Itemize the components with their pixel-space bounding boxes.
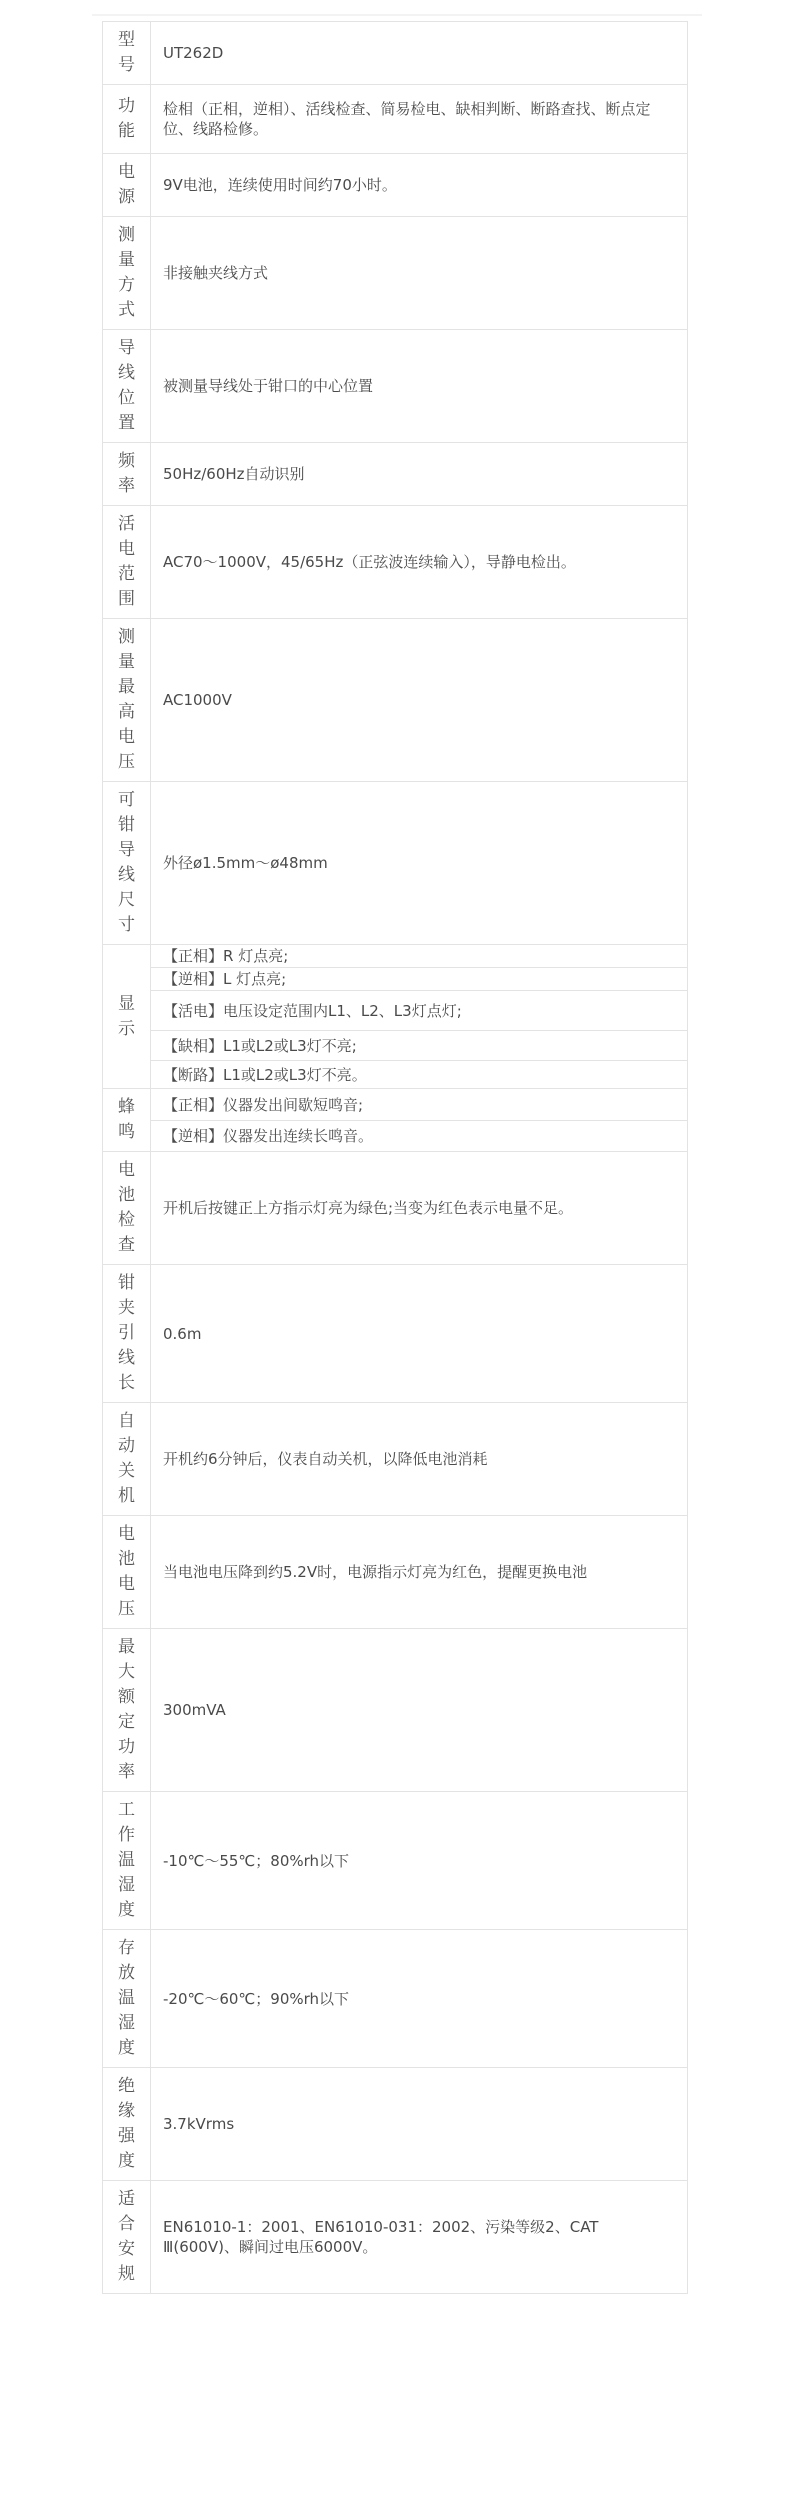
row-label: 存放温湿度 [103, 1930, 151, 2068]
table-row [103, 1403, 688, 1516]
row-value: 检相（正相，逆相）、活线检查、简易检电、缺相判断、断路查找、断点定位、线路检修。 [151, 85, 688, 154]
table-row [103, 2068, 688, 2181]
row-value: 外径ø1.5mm～ø48mm [151, 782, 688, 945]
row-label: 测量方式 [103, 217, 151, 330]
table-row [103, 991, 688, 1031]
row-label: 电池电压 [103, 1516, 151, 1629]
row-value: 3.7kVrms [151, 2068, 688, 2181]
row-label: 导线位置 [103, 330, 151, 443]
row-value: 【正相】仪器发出间歇短鸣音; [151, 1089, 688, 1121]
row-label: 最大额定功率 [103, 1629, 151, 1792]
row-value: EN61010-1：2001、EN61010-031：2002、污染等级2、CAT Ⅲ(600V)、瞬间过电压6000V。 [151, 2181, 688, 2294]
row-label: 电源 [103, 154, 151, 217]
row-label: 活电范围 [103, 506, 151, 619]
table-row [103, 1265, 688, 1403]
row-label: 频率 [103, 443, 151, 506]
row-label: 可钳导线尺寸 [103, 782, 151, 945]
row-label: 自动关机 [103, 1403, 151, 1516]
row-value: 【逆相】L 灯点亮; [151, 968, 688, 991]
row-value: 0.6m [151, 1265, 688, 1403]
table-row [103, 1629, 688, 1792]
table-row [103, 85, 688, 154]
row-label: 电池检查 [103, 1152, 151, 1265]
row-value: UT262D [151, 22, 688, 85]
table-row [103, 330, 688, 443]
row-value: 【缺相】L1或L2或L3灯不亮; [151, 1031, 688, 1061]
row-label: 蜂鸣 [103, 1089, 151, 1152]
table-row [103, 1792, 688, 1930]
row-value: -20℃～60℃；90%rh以下 [151, 1930, 688, 2068]
row-label: 钳夹引线长 [103, 1265, 151, 1403]
row-value: 开机约6分钟后，仪表自动关机，以降低电池消耗 [151, 1403, 688, 1516]
row-value: 非接触夹线方式 [151, 217, 688, 330]
row-label: 功能 [103, 85, 151, 154]
row-label: 绝缘强度 [103, 2068, 151, 2181]
table-row [103, 968, 688, 991]
table-row [103, 154, 688, 217]
row-label: 测量最高电压 [103, 619, 151, 782]
table-row [103, 1930, 688, 2068]
spec-table [102, 21, 688, 2294]
table-row [103, 619, 688, 782]
row-label: 工作温湿度 [103, 1792, 151, 1930]
table-row [103, 217, 688, 330]
row-value: 300mVA [151, 1629, 688, 1792]
row-value: 【逆相】仪器发出连续长鸣音。 [151, 1121, 688, 1152]
row-value: 【活电】电压设定范围内L1、L2、L3灯点灯; [151, 991, 688, 1031]
table-row [103, 782, 688, 945]
row-value: 开机后按键正上方指示灯亮为绿色;当变为红色表示电量不足。 [151, 1152, 688, 1265]
row-value: 被测量导线处于钳口的中心位置 [151, 330, 688, 443]
row-value: 50Hz/60Hz自动识别 [151, 443, 688, 506]
table-row [103, 1031, 688, 1061]
table-row [103, 1152, 688, 1265]
row-value: 【断路】L1或L2或L3灯不亮。 [151, 1061, 688, 1089]
table-row [103, 506, 688, 619]
top-divider [92, 14, 702, 16]
table-row [103, 1121, 688, 1152]
row-label: 显示 [103, 945, 151, 1089]
row-value: 当电池电压降到约5.2V时，电源指示灯亮为红色，提醒更换电池 [151, 1516, 688, 1629]
row-label: 适合安规 [103, 2181, 151, 2294]
row-label: 型号 [103, 22, 151, 85]
table-row [103, 1516, 688, 1629]
row-value: AC70～1000V，45/65Hz（正弦波连续输入），导静电检出。 [151, 506, 688, 619]
table-row [103, 22, 688, 85]
row-value: AC1000V [151, 619, 688, 782]
row-value: 9V电池，连续使用时间约70小时。 [151, 154, 688, 217]
table-row [103, 443, 688, 506]
table-row [103, 1061, 688, 1089]
row-value: 【正相】R 灯点亮; [151, 945, 688, 968]
table-row [103, 1089, 688, 1121]
table-row [103, 2181, 688, 2294]
table-row [103, 945, 688, 968]
row-value: -10℃～55℃；80%rh以下 [151, 1792, 688, 1930]
